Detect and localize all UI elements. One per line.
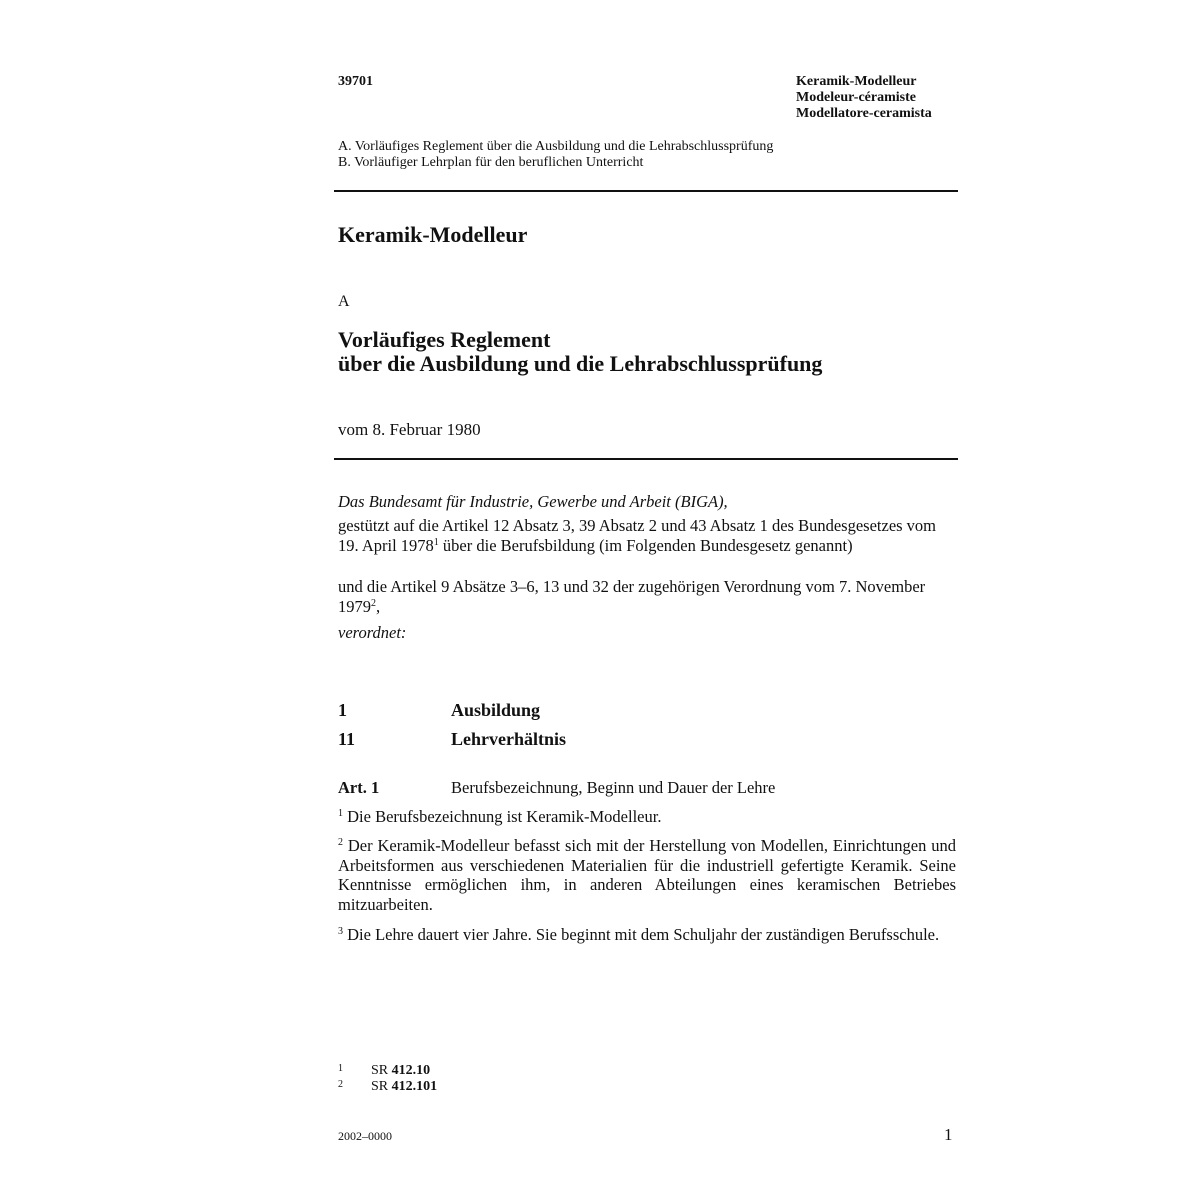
paragraph-number: 1 [338, 808, 343, 819]
article-paragraph-3 [338, 925, 956, 945]
footnote-reference: 412.101 [391, 1079, 438, 1094]
header-contents-b: B. Vorläufiger Lehrplan für den beruflichen Unterricht [338, 155, 644, 170]
section-title: Ausbildung [451, 700, 541, 720]
footnote-text [371, 1063, 430, 1079]
footnote-number: 1 [338, 1063, 343, 1074]
paragraph-text: Der Keramik-Modelleur befasst sich mit der Herstellung von Modellen, Einrichtungen und Arbeitsformen aus verschiedenen Materialien für die industriell gefertigte Keramik. Seine Kenntnisse ermöglichen ihm, in anderen Abteilungen eines keramischen Betriebes mitzuarbeiten. [338, 836, 956, 914]
regulation-title-line2: über die Ausbildung und die Lehrabschlussprüfung [338, 351, 823, 376]
footnote-reference: 412.10 [391, 1063, 431, 1078]
paragraph-number: 2 [338, 837, 343, 848]
article-title: Berufsbezeichnung, Beginn und Dauer der Lehre [451, 778, 776, 797]
footnote-ref-1: 1 [433, 536, 439, 548]
section-number: 1 [338, 700, 347, 720]
preamble-authority: Das Bundesamt für Industrie, Gewerbe und Arbeit (BIGA), [338, 492, 728, 511]
part-letter: A [338, 293, 350, 310]
footnote-prefix: SR [371, 1079, 392, 1094]
preamble-p1-text-cont: über die Berufsbildung (im Folgenden Bundesgesetz genannt) [438, 535, 853, 555]
preamble-paragraph-2 [338, 577, 928, 616]
regulation-date: vom 8. Februar 1980 [338, 420, 481, 439]
page-number: 1 [944, 1125, 953, 1144]
regulation-title-line1: Vorläufiges Reglement [338, 327, 551, 352]
preamble-paragraph-1 [338, 516, 950, 555]
preamble-p2-text: und die Artikel 9 Absätze 3–6, 13 und 32 der zugehörigen Verordnung vom 7. November 1979 [338, 577, 926, 616]
document-number: 39701 [338, 74, 373, 89]
preamble-p1-text: gestützt auf die Artikel 12 Absatz 3, 39 Absatz 2 und 43 Absatz 1 des Bundesgesetzes vom 19. April 1978 [338, 516, 937, 555]
document-title: Keramik-Modelleur [338, 222, 528, 247]
paragraph-text: Die Lehre dauert vier Jahre. Sie beginnt mit dem Schuljahr der zuständigen Berufsschule. [343, 925, 940, 944]
header-title-de: Keramik-Modelleur [796, 74, 917, 89]
footnote-number: 2 [338, 1079, 343, 1090]
header-title-fr: Modeleur-céramiste [796, 90, 916, 105]
preamble-p2-text-cont: , [376, 596, 381, 616]
article-paragraph-1 [338, 807, 956, 827]
footnote-ref-2: 2 [371, 597, 376, 609]
paragraph-text: Die Berufsbezeichnung ist Keramik-Modelleur. [343, 807, 662, 826]
regulation-title [338, 328, 822, 376]
article-number: Art. 1 [338, 778, 380, 797]
footnote-text [371, 1079, 437, 1095]
header-contents-a: A. Vorläufiges Reglement über die Ausbildung und die Lehrabschlussprüfung [338, 139, 774, 154]
title-divider [334, 458, 958, 460]
footnote-prefix: SR [371, 1063, 392, 1078]
subsection-number: 11 [338, 729, 356, 749]
header-titles [796, 74, 932, 122]
header-contents [338, 139, 773, 171]
paragraph-number: 3 [338, 926, 343, 937]
page-code: 2002–0000 [338, 1129, 392, 1143]
header-title-it: Modellatore-ceramista [796, 106, 932, 121]
subsection-title: Lehrverhältnis [451, 729, 566, 749]
top-divider [334, 190, 958, 192]
article-paragraph-2 [338, 836, 956, 914]
preamble-verordnet: verordnet: [338, 623, 407, 642]
